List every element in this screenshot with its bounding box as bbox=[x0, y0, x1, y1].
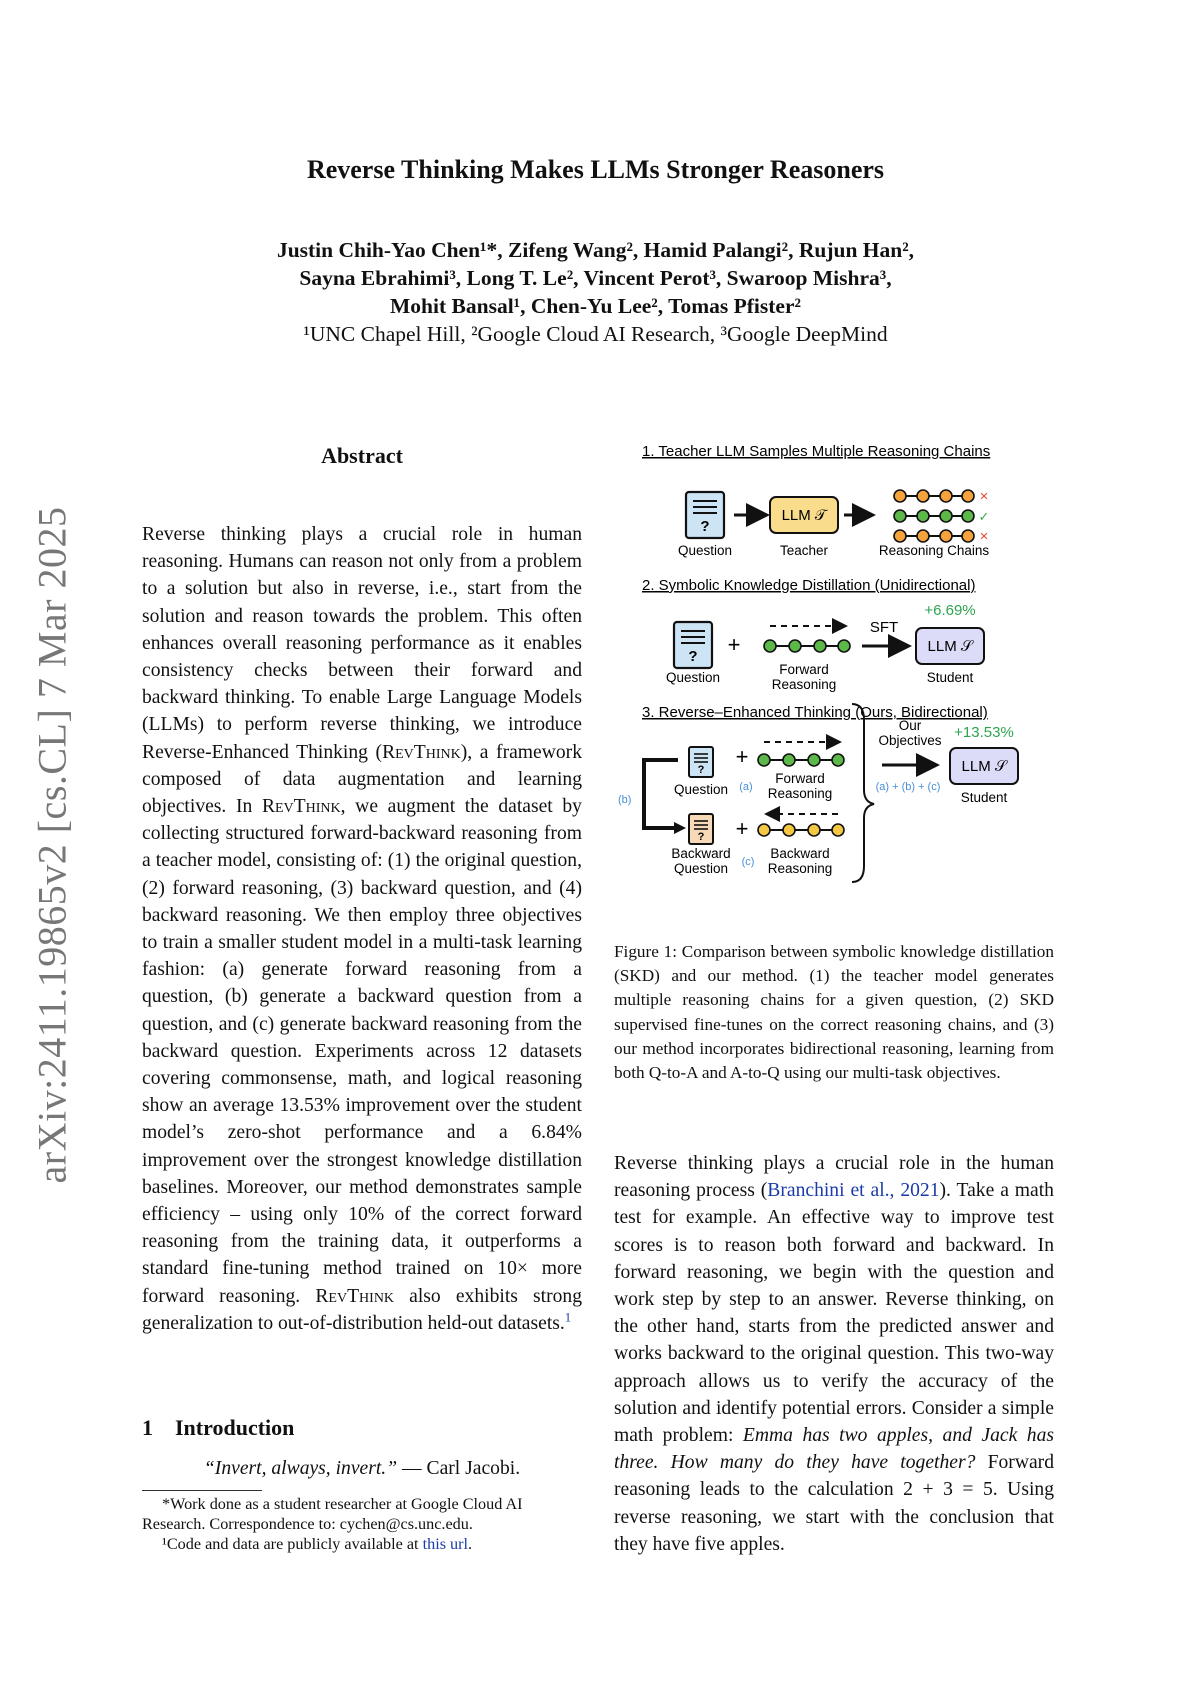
authors-line-1: Justin Chih-Yao Chen¹*, Zifeng Wang², Hamid Palangi², Rujun Han², bbox=[276, 238, 915, 262]
introduction-body bbox=[614, 1150, 1054, 1558]
footnote-1: *Work done as a student researcher at Google Cloud AI Research. Correspondence to: cychen@cs.unc.edu. bbox=[142, 1495, 523, 1533]
footnote-link[interactable]: 1 bbox=[564, 1310, 572, 1325]
reasoning-chains-label: Reasoning Chains bbox=[878, 543, 990, 558]
abstract-text-2: ), a framework composed of data augmentation and learning objectives. In bbox=[142, 741, 583, 818]
section-heading-introduction bbox=[142, 1415, 316, 1441]
label-b: (b) bbox=[618, 794, 632, 806]
plus-sign: + bbox=[735, 744, 749, 769]
authors-line-2: Sayna Ebrahimi³, Long T. Le², Vincent Perot³, Swaroop Mishra³, bbox=[299, 266, 892, 290]
student-label: Student bbox=[926, 670, 974, 685]
code-link[interactable]: this url bbox=[422, 1535, 469, 1553]
branch-arrow-head bbox=[674, 822, 686, 834]
llm-student-label: LLM 𝒮 bbox=[927, 638, 973, 655]
footnote-2 bbox=[142, 1534, 587, 1554]
revthink-name: RevThink bbox=[382, 741, 461, 763]
check-icon: ✓ bbox=[978, 509, 990, 524]
branch-bracket bbox=[644, 760, 678, 828]
skd-gain: +6.69% bbox=[924, 602, 976, 619]
citation-link[interactable]: Branchini et al., 2021 bbox=[767, 1180, 940, 1202]
cross-icon: × bbox=[979, 488, 989, 505]
plus-sign: + bbox=[727, 632, 741, 657]
forward-reasoning-chain bbox=[764, 640, 850, 652]
objectives-label: Objectives bbox=[878, 733, 942, 748]
section-3-title: 3. Reverse–Enhanced Thinking (Ours, Bidirectional) bbox=[642, 704, 988, 721]
authors-line-3: Mohit Bansal¹, Chen-Yu Lee², Tomas Pfister² bbox=[390, 294, 801, 318]
question-label: Question bbox=[665, 670, 721, 685]
teacher-label: Teacher bbox=[779, 543, 829, 558]
question-label: Question bbox=[673, 861, 729, 876]
student-label: Student bbox=[960, 790, 1008, 805]
label-c: (c) bbox=[741, 856, 755, 868]
epigraph-author: — Carl Jacobi. bbox=[397, 1458, 521, 1479]
cross-icon: × bbox=[979, 528, 989, 545]
forward-reasoning-chain bbox=[758, 754, 844, 766]
question-mark: ? bbox=[700, 518, 710, 535]
question-mark: ? bbox=[688, 648, 698, 665]
intro-text-2: ). Take a math test for example. An effective way to improve test scores is to reason both forward and backward. In forward reasoning, we begin with the question and work step by step to an answer. Reverse thinking, on the other hand, starts from the predicted answer and works backward to the original question. This two-way approach allows us to verify the accuracy of the solution and identify potential errors. Consider a simple math problem: bbox=[614, 1180, 1054, 1447]
llm-teacher-label: LLM 𝒯 bbox=[781, 507, 827, 524]
epigraph-quote: “Invert, always, invert.” bbox=[203, 1458, 398, 1479]
revthink-name: RevThink bbox=[261, 796, 341, 818]
epigraph bbox=[142, 1458, 582, 1480]
footnote-rule bbox=[142, 1490, 262, 1491]
affiliations: ¹UNC Chapel Hill, ²Google Cloud AI Research, ³Google DeepMind bbox=[303, 322, 888, 346]
paper-title: Reverse Thinking Makes LLMs Stronger Reasoners bbox=[306, 155, 885, 184]
intro-example: Emma has two apples, and Jack has three. How many do they have together? bbox=[614, 1425, 1054, 1474]
footnote-2-end: . bbox=[468, 1535, 473, 1553]
objectives-formula: (a) + (b) + (c) bbox=[875, 781, 941, 793]
footnote-2-text: ¹Code and data are publicly available at bbox=[162, 1535, 423, 1553]
curly-brace bbox=[852, 704, 874, 882]
ours-gain: +13.53% bbox=[954, 724, 1014, 741]
abstract-text-1: Reverse thinking plays a crucial role in human reasoning. Humans can reason not only from a problem to a solution but also in reverse, i.e., start from the solution and reason towards the problem. This often enhances overall reasoning performance as it enables consistency checks between their forward and backward thinking. To enable Large Language Models (LLMs) to perform reverse thinking, we introduce Reverse-Enhanced Thinking ( bbox=[142, 524, 582, 763]
intro-text-1: Reverse thinking plays a crucial role in the human reasoning process ( bbox=[614, 1153, 1054, 1202]
revthink-name: RevThink bbox=[315, 1285, 395, 1307]
reasoning-label: Reasoning bbox=[767, 861, 833, 876]
section-1-title: 1. Teacher LLM Samples Multiple Reasoning Chains bbox=[642, 443, 991, 460]
question-mark: ? bbox=[697, 764, 705, 776]
reasoning-label: Reasoning bbox=[771, 677, 837, 692]
figure-1 bbox=[618, 440, 1058, 920]
question-mark: ? bbox=[697, 831, 705, 843]
backward-label: Backward bbox=[671, 846, 731, 861]
abstract-heading: Abstract bbox=[321, 443, 403, 468]
forward-label: Forward bbox=[779, 662, 829, 677]
figure-1-diagram bbox=[618, 440, 1058, 920]
backward-reasoning-chain bbox=[758, 824, 844, 836]
forward-label: Forward bbox=[775, 771, 825, 786]
footnotes bbox=[142, 1494, 587, 1554]
sft-label: SFT bbox=[869, 619, 899, 636]
backward-label: Backward bbox=[770, 846, 830, 861]
abstract-body bbox=[142, 521, 582, 1337]
label-a: (a) bbox=[739, 781, 753, 793]
author-list bbox=[0, 236, 1191, 348]
reasoning-chains bbox=[894, 490, 974, 542]
abstract-text-3: , we augment the dataset by collecting structured forward-backward reasoning from a teacher model, consisting of: (1) the original question, (2) forward reasoning, (3) backward question, and (4) backward reasoning. We then employ three objectives to train a smaller student model in a multi-task learning fashion: (a) generate forward reasoning from a question, (b) generate a backward question from a question, and (c) generate backward reasoning from the backward question. Experiments across 12 datasets covering commonsense, math, and logical reasoning show an average 13.53% improvement over the student model’s zero-shot performance and a 6.84% improvement over the strongest knowledge distillation baselines. Moreover, our method demonstrates sample efficiency – using only 10% of the correct forward reasoning from the training data, it outperforms a standard fine-tuning method trained on 10× more forward reasoning. bbox=[142, 796, 582, 1307]
arxiv-identifier: arXiv:2411.19865v2 [cs.CL] 7 Mar 2025 bbox=[29, 506, 75, 1184]
reasoning-label: Reasoning bbox=[767, 786, 833, 801]
section-number: 1 bbox=[142, 1415, 153, 1440]
plus-sign: + bbox=[735, 816, 749, 841]
section-title: Introduction bbox=[175, 1415, 295, 1440]
section-2-title: 2. Symbolic Knowledge Distillation (Unidirectional) bbox=[642, 577, 976, 594]
intro-text-3: Forward reasoning leads to the calculation 2 + 3 = 5. Using reverse reasoning, we start with the conclusion that they have five apples. bbox=[614, 1452, 1054, 1555]
our-label: Our bbox=[898, 718, 922, 733]
figure-1-caption: Figure 1: Comparison between symbolic knowledge distillation (SKD) and our method. (1) the teacher model generates multiple reasoning chains for a given question, (2) SKD supervised fine-tunes on the correct reasoning chains, and (3) our method incorporates bidirectional reasoning, learning from both Q-to-A and A-to-Q using our multi-task objectives. bbox=[614, 942, 1054, 1083]
question-label: Question bbox=[673, 782, 729, 797]
abstract-text-4: also exhibits strong generalization to out-of-distribution held-out datasets. bbox=[142, 1285, 582, 1334]
llm-student-label: LLM 𝒮 bbox=[961, 758, 1007, 775]
question-label: Question bbox=[677, 543, 733, 558]
